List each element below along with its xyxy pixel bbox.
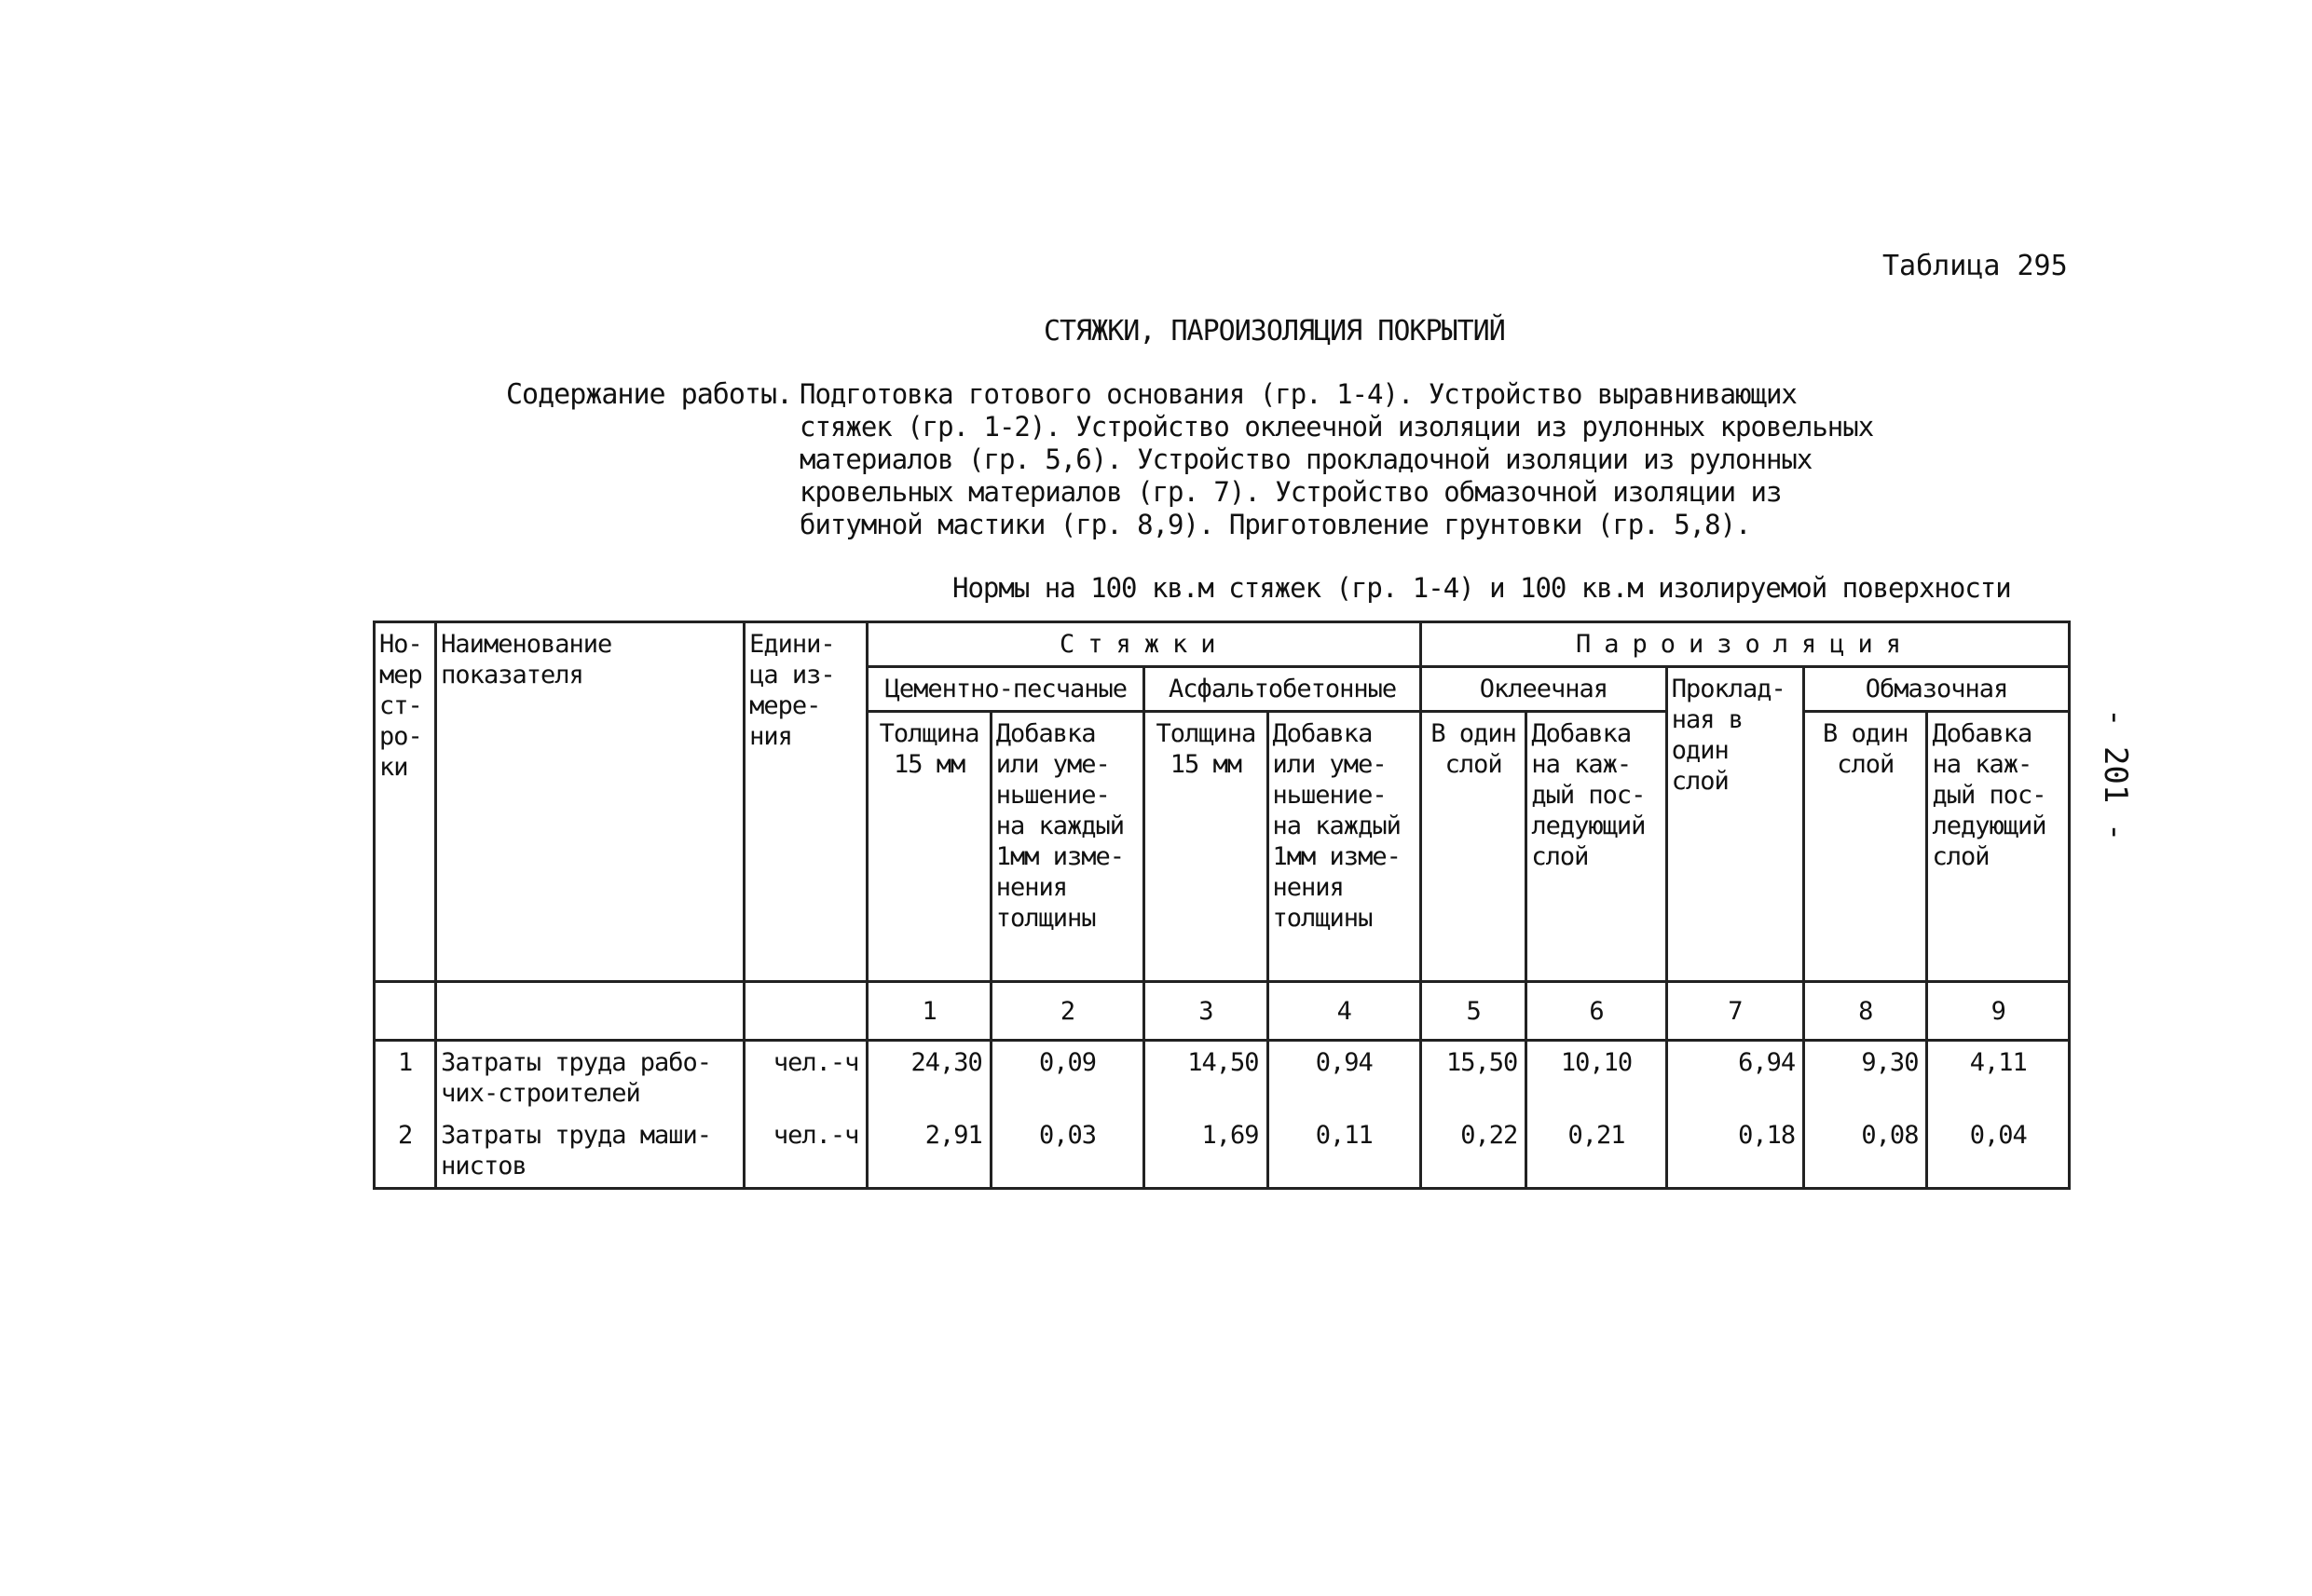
header-one-layer-glued: В один слой [1421,712,1526,982]
row-name: Затраты труда рабо- чих-строителей [436,1041,745,1115]
header-add-per-mm-asphalt: Добавка или уме- ньшение- на каждый 1мм изме- нения толщины [1267,712,1420,982]
header-asphalt-concrete: Асфальтобетонные [1144,667,1421,712]
document-title: СТЯЖКИ, ПАРОИЗОЛЯЦИЯ ПОКРЫТИЙ [1044,315,1505,348]
column-number: 8 [1804,982,1927,1041]
header-coating: Обмазочная [1804,667,2070,712]
row-value: 0,03 [991,1114,1143,1189]
column-number-empty [436,982,745,1041]
header-one-layer-coating: В один слой [1804,712,1927,982]
header-row-1 [375,622,2070,667]
column-number: 5 [1421,982,1526,1041]
work-content-line: кровельных материалов (гр. 7). Устройство обмазочной изоляции из [800,476,1782,508]
norms-table [373,621,2071,1190]
column-number: 6 [1526,982,1666,1041]
row-value: 0,18 [1666,1114,1803,1189]
row-value: 24,30 [868,1041,991,1115]
column-number: 1 [868,982,991,1041]
column-number: 7 [1666,982,1803,1041]
row-value: 0,11 [1267,1114,1420,1189]
row-value: 1,69 [1144,1114,1267,1189]
row-value: 14,50 [1144,1041,1267,1115]
header-unit: Едини- ца из- мере- ния [745,622,868,982]
header-group-vapor-barrier: Пароизоляция [1421,622,2070,667]
row-value: 15,50 [1421,1041,1526,1115]
row-value: 9,30 [1804,1041,1927,1115]
column-number-empty [745,982,868,1041]
header-padding: Проклад- ная в один слой [1666,667,1803,982]
row-value: 4,11 [1927,1041,2070,1115]
row-value: 0,04 [1927,1114,2070,1189]
page-number: - 201 - [2097,708,2134,842]
row-number: 2 [375,1114,436,1189]
column-numbers-row [375,982,2070,1041]
work-content-line: материалов (гр. 5,6). Устройство прокладочной изоляции из рулонных [800,443,1813,475]
column-number: 2 [991,982,1143,1041]
row-number: 1 [375,1041,436,1115]
row-value: 0,09 [991,1041,1143,1115]
work-content-label: Содержание работы. [506,378,793,411]
column-number: 9 [1927,982,2070,1041]
table-label: Таблица 295 [1882,250,2068,282]
work-content-line: стяжек (гр. 1-2). Устройство оклеечной изоляции из рулонных кровельных [800,411,1874,443]
column-number-empty [375,982,436,1041]
header-add-per-layer-glued: Добавка на каж- дый пос- ледующий слой [1526,712,1666,982]
header-glued: Оклеечная [1421,667,1667,712]
header-add-per-mm-cement: Добавка или уме- ньшение- на каждый 1мм изме- нения толщины [991,712,1143,982]
column-number: 4 [1267,982,1420,1041]
row-value: 0,08 [1804,1114,1927,1189]
header-add-per-layer-coating: Добавка на каж- дый пос- ледующий слой [1927,712,2070,982]
row-value: 0,94 [1267,1041,1420,1115]
row-name: Затраты труда маши- нистов [436,1114,745,1189]
header-cement-sand: Цементно-песчаные [868,667,1144,712]
row-value: 6,94 [1666,1041,1803,1115]
header-group-screeds: Стяжки [868,622,1421,667]
header-thickness-cement: Толщина 15 мм [868,712,991,982]
header-row-number: Но- мер ст- ро- ки [375,622,436,982]
row-value: 0,21 [1526,1114,1666,1189]
row-value: 10,10 [1526,1041,1666,1115]
column-number: 3 [1144,982,1267,1041]
norms-note: Нормы на 100 кв.м стяжек (гр. 1-4) и 100 кв.м изолируемой поверхности [952,572,2011,604]
table-row [375,1114,2070,1189]
work-content-line: битумной мастики (гр. 8,9). Приготовление грунтовки (гр. 5,8). [800,509,1751,540]
work-content-line: Подготовка готового основания (гр. 1-4). Устройство выравнивающих [800,378,1797,410]
header-thickness-asphalt: Толщина 15 мм [1144,712,1267,982]
row-unit: чел.-ч [745,1114,868,1189]
table-row [375,1041,2070,1115]
row-value: 2,91 [868,1114,991,1189]
work-content-text [800,378,1918,541]
header-indicator: Наименование показателя [436,622,745,982]
row-unit: чел.-ч [745,1041,868,1115]
row-value: 0,22 [1421,1114,1526,1189]
